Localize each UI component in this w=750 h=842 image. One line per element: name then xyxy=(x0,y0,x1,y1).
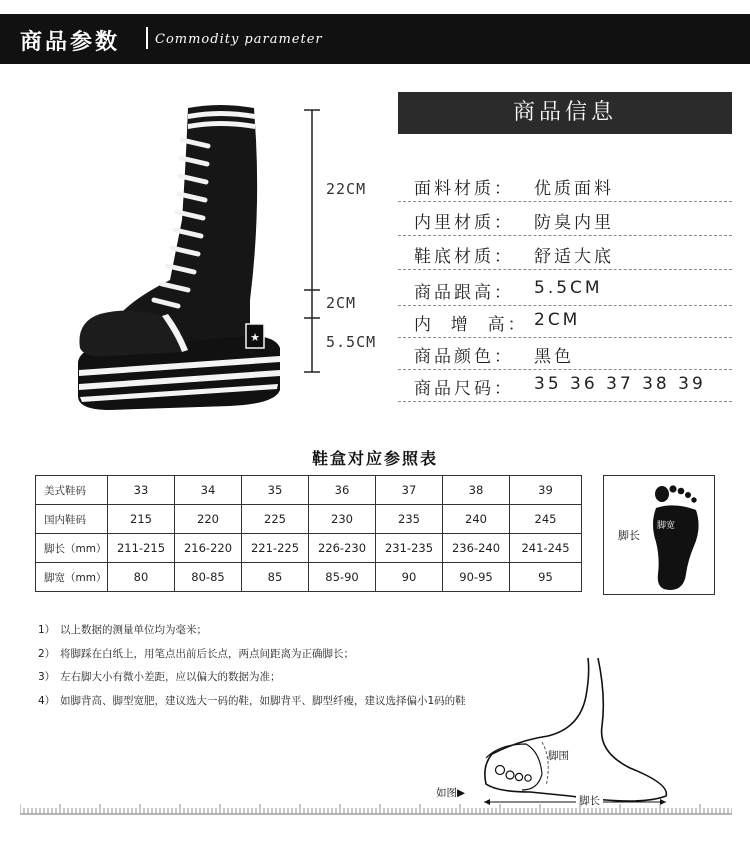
table-cell: 231-235 xyxy=(376,534,443,563)
info-value: 2CM xyxy=(534,310,581,330)
row-label: 国内鞋码 xyxy=(36,505,108,534)
boot-image xyxy=(70,100,285,412)
info-value: 优质面料 xyxy=(534,179,614,199)
measurement-scale xyxy=(300,100,400,400)
foot-width-label: 脚宽 xyxy=(656,518,676,531)
size-chart-table xyxy=(35,475,582,592)
foot-measure-diagram xyxy=(430,656,680,810)
info-row-color xyxy=(398,338,732,370)
info-value: 5.5CM xyxy=(534,278,603,298)
table-cell: 221-225 xyxy=(242,534,309,563)
table-cell: 80-85 xyxy=(175,563,242,592)
info-row-fabric xyxy=(398,170,732,202)
row-label: 脚宽（mm） xyxy=(36,563,108,592)
inner-height-label: 2CM xyxy=(326,294,357,312)
table-cell: 211-215 xyxy=(108,534,175,563)
foot-sole-cell xyxy=(603,475,715,595)
table-cell: 245 xyxy=(510,505,582,534)
info-key: 内 增 高： xyxy=(414,315,528,335)
list-item xyxy=(38,669,466,693)
notes-list xyxy=(38,622,466,716)
info-title: 商品信息 xyxy=(398,92,732,134)
table-cell: 95 xyxy=(510,563,582,592)
list-item xyxy=(38,693,466,717)
note-number: 3） xyxy=(38,671,56,683)
table-cell: 220 xyxy=(175,505,242,534)
info-row-lining xyxy=(398,204,732,236)
foot-length-label: 脚长 xyxy=(618,529,640,542)
table-cell: 39 xyxy=(510,476,582,505)
info-value: 舒适大底 xyxy=(534,247,614,267)
header-bar xyxy=(0,14,750,64)
table-cell: 236-240 xyxy=(443,534,510,563)
table-cell: 35 xyxy=(242,476,309,505)
header-title: 商品参数 xyxy=(20,30,121,55)
info-row-sole xyxy=(398,238,732,270)
table-cell: 90 xyxy=(376,563,443,592)
info-key: 面料材质： xyxy=(414,179,514,199)
heel-height-label: 5.5CM xyxy=(326,333,377,351)
svg-text:★: ★ xyxy=(250,331,260,344)
table-cell: 215 xyxy=(108,505,175,534)
note-text: 左右脚大小有微小差距，应以偏大的数据为准； xyxy=(60,671,281,683)
as-shown-label: 如图▶ xyxy=(436,787,466,799)
info-row-size xyxy=(398,370,732,402)
table-row xyxy=(36,505,582,534)
table-cell: 235 xyxy=(376,505,443,534)
table-cell: 230 xyxy=(309,505,376,534)
foot-sole-icon xyxy=(644,482,706,592)
foot-circumference-label: 脚围 xyxy=(548,750,569,762)
note-text: 以上数据的测量单位均为毫米； xyxy=(60,624,207,636)
table-cell: 80 xyxy=(108,563,175,592)
table-row xyxy=(36,534,582,563)
table-cell: 85-90 xyxy=(309,563,376,592)
table-cell: 36 xyxy=(309,476,376,505)
table-cell: 216-220 xyxy=(175,534,242,563)
info-value: 防臭内里 xyxy=(534,213,614,233)
table-cell: 226-230 xyxy=(309,534,376,563)
table-cell: 38 xyxy=(443,476,510,505)
header-divider xyxy=(146,27,148,49)
table-cell: 34 xyxy=(175,476,242,505)
info-key: 鞋底材质： xyxy=(414,247,514,267)
info-key: 商品跟高： xyxy=(414,283,514,303)
list-item xyxy=(38,622,466,646)
table-cell: 241-245 xyxy=(510,534,582,563)
foot-length-diagram-label: 脚长 xyxy=(576,793,603,808)
table-row xyxy=(36,563,582,592)
info-key: 商品尺码： xyxy=(414,379,514,399)
list-item xyxy=(38,646,466,670)
table-row xyxy=(36,476,582,505)
info-value: 黑色 xyxy=(534,347,574,367)
row-label: 美式鞋码 xyxy=(36,476,108,505)
table-cell: 33 xyxy=(108,476,175,505)
info-row-insole xyxy=(398,306,732,338)
table-cell: 37 xyxy=(376,476,443,505)
info-row-heel xyxy=(398,274,732,306)
header-subtitle: Commodity parameter xyxy=(155,32,323,47)
foot-outline-icon xyxy=(430,656,680,810)
ruler-graphic xyxy=(20,800,732,822)
table-cell: 90-95 xyxy=(443,563,510,592)
info-key: 商品颜色： xyxy=(414,347,514,367)
note-text: 如脚背高、脚型宽肥，建议选大一码的鞋，如脚背平、脚型纤瘦，建议选择偏小1码的鞋 xyxy=(60,694,466,707)
table-cell: 240 xyxy=(443,505,510,534)
table-cell: 85 xyxy=(242,563,309,592)
table-cell: 225 xyxy=(242,505,309,534)
note-number: 2） xyxy=(38,647,56,660)
row-label: 脚长（mm） xyxy=(36,534,108,563)
note-number: 1） xyxy=(38,624,56,636)
note-number: 4） xyxy=(38,694,56,707)
info-value: 35 36 37 38 39 xyxy=(534,374,706,394)
size-chart-title: 鞋盒对应参照表 xyxy=(311,449,438,468)
info-key: 内里材质： xyxy=(414,213,514,233)
note-text: 将脚踩在白纸上，用笔点出前后长点，两点间距离为正确脚长； xyxy=(60,647,354,660)
shaft-height-label: 22CM xyxy=(326,180,367,198)
